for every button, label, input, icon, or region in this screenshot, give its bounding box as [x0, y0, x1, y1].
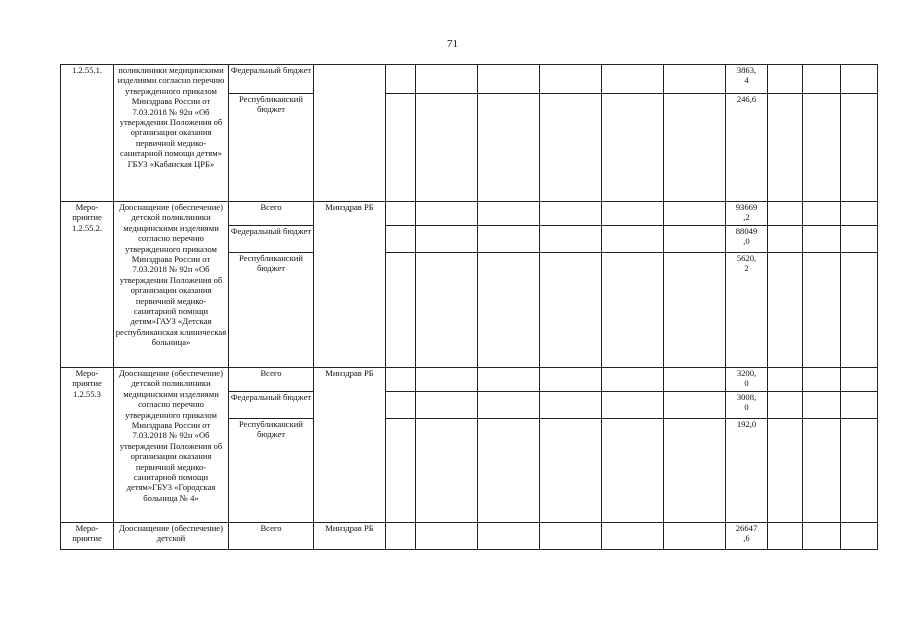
- table-row: [61, 65, 878, 94]
- measure-code: 1.2.55.1.: [61, 65, 114, 202]
- amount-value: 3863, 4: [726, 65, 768, 94]
- funding-source: Федеральный бюджет: [229, 65, 314, 94]
- amount-value: 26647 ,6: [726, 523, 768, 550]
- table-row: [61, 368, 878, 392]
- measure-code: Меро- приятие 1.2.55.2.: [61, 202, 114, 368]
- executor: Минздрав РБ: [314, 368, 386, 523]
- funding-source: Республиканский бюджет: [229, 94, 314, 202]
- measure-code: Меро- приятие: [61, 523, 114, 550]
- funding-source: Всего: [229, 202, 314, 226]
- amount-value: 3008, 0: [726, 392, 768, 419]
- page-number: 71: [447, 38, 458, 50]
- amount-value: 3200, 0: [726, 368, 768, 392]
- funding-source: Федеральный бюджет: [229, 392, 314, 419]
- measure-description: Дооснащение (обеспечение) детской: [114, 523, 229, 550]
- measure-description: Дооснащение (обеспечение) детской поликлиники медицинскими изделиями согласно перечню утвержденного приказом Минздрава России от 7.03.2018 № 92н «Об утверждении Положения об организации оказания первичной медико-санитарной помощи детям»ГАУЗ «Детская республиканская клиническая больница»: [114, 202, 229, 368]
- funding-source: Всего: [229, 523, 314, 550]
- budget-table: [60, 64, 878, 550]
- funding-source: Федеральный бюджет: [229, 226, 314, 253]
- funding-source: Республиканский бюджет: [229, 419, 314, 523]
- table-row: [61, 202, 878, 226]
- amount-value: 246,6: [726, 94, 768, 202]
- amount-value: 5620, 2: [726, 253, 768, 368]
- table-row: [61, 523, 878, 550]
- measure-description: Дооснащение (обеспечение) детской поликлиники медицинскими изделиями согласно перечню утвержденного приказом Минздрава России от 7.03.2018 № 92н «Об утверждении Положения об организации оказания первичной медико-санитарной помощи детям»ГБУЗ «Городская больница № 4»: [114, 368, 229, 523]
- amount-value: 93669 ,2: [726, 202, 768, 226]
- executor: [314, 65, 386, 202]
- measure-code: Меро- приятие 1.2.55.3: [61, 368, 114, 523]
- executor: Минздрав РБ: [314, 202, 386, 368]
- measure-description: поликлиники медицинскими изделиями согласно перечню утвержденного приказом Минздрава России от 7.03.2018 № 92н «Об утверждении Положения об организации оказания первичной медико-санитарной помощи детям» ГБУЗ «Кабанская ЦРБ»: [114, 65, 229, 202]
- amount-value: 88049 ,0: [726, 226, 768, 253]
- funding-source: Всего: [229, 368, 314, 392]
- amount-value: 192,0: [726, 419, 768, 523]
- funding-source: Республиканский бюджет: [229, 253, 314, 368]
- executor: Минздрав РБ: [314, 523, 386, 550]
